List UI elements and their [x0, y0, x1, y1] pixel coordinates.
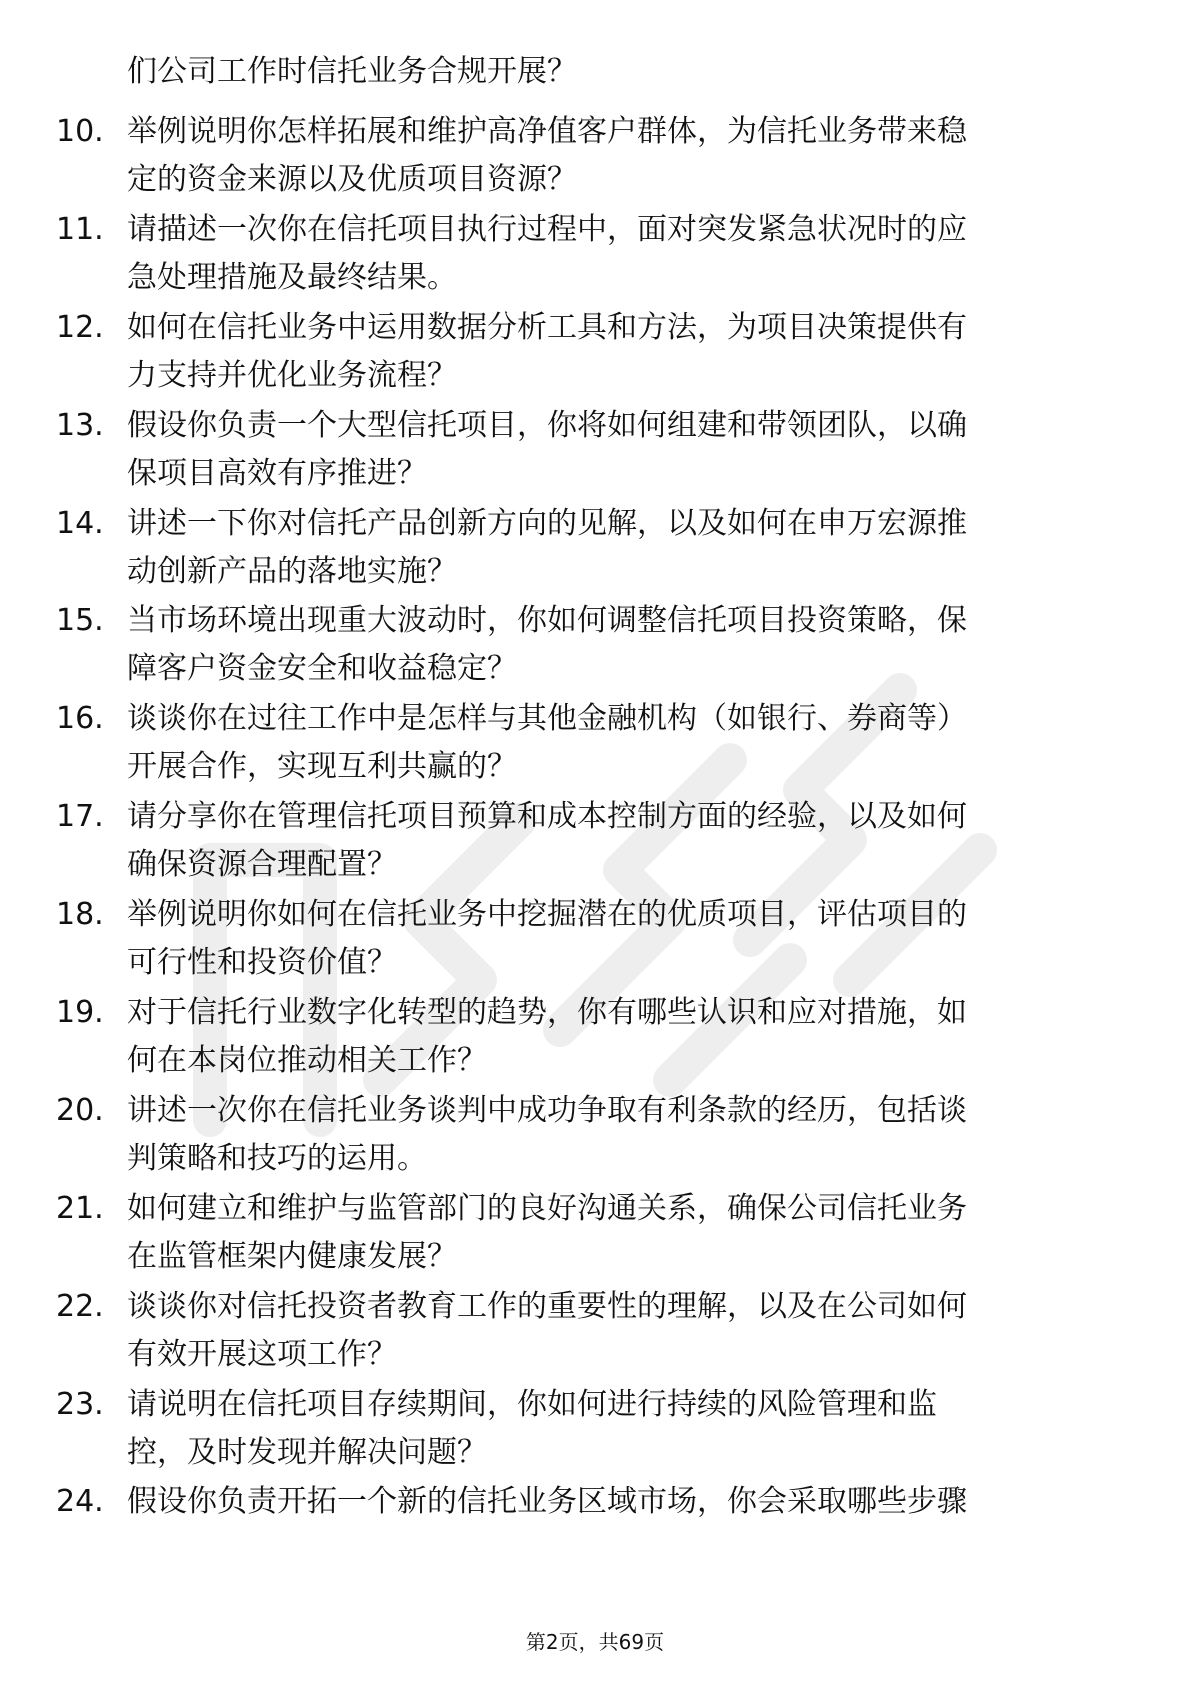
question-number: 10. [56, 114, 104, 149]
question-item [0, 891, 1190, 989]
question-line: 判策略和技巧的运用。 [127, 1140, 427, 1176]
question-number: 11. [56, 211, 104, 247]
question-line: 讲述一下你对信托产品创新方向的见解，以及如何在申万宏源推 [127, 505, 967, 541]
question-text [127, 597, 1127, 693]
question-item [0, 1478, 1190, 1576]
question-line: 如何建立和维护与监管部门的良好沟通关系，确保公司信托业务 [127, 1190, 967, 1226]
question-item [0, 1185, 1190, 1283]
question-item [0, 206, 1190, 304]
question-number: 16. [56, 701, 104, 737]
question-text [127, 304, 1127, 400]
question-line: 确保资源合理配置？ [127, 847, 397, 883]
question-number: 15. [56, 603, 104, 639]
continuation-line: 们公司工作时信托业务合规开展？ [127, 54, 577, 89]
question-line: 谈谈你对信托投资者教育工作的重要性的理解，以及在公司如何 [127, 1288, 967, 1324]
question-line: 开展合作，实现互利共赢的？ [127, 749, 517, 785]
question-line: 控，及时发现并解决问题？ [127, 1434, 487, 1470]
question-line: 请说明在信托项目存续期间，你如何进行持续的风险管理和监 [127, 1386, 937, 1422]
question-text [127, 1283, 1127, 1379]
question-line: 在监管框架内健康发展？ [127, 1238, 457, 1274]
question-number: 17. [56, 799, 104, 835]
question-text [127, 1087, 1127, 1183]
question-number: 18. [56, 897, 104, 933]
question-text [127, 793, 1127, 889]
question-text [127, 402, 1127, 498]
question-number: 22. [56, 1288, 104, 1324]
question-number: 24. [56, 1484, 104, 1520]
question-number: 21. [56, 1190, 104, 1226]
question-line: 有效开展这项工作？ [127, 1336, 397, 1372]
question-item [0, 1087, 1190, 1185]
question-number: 20. [56, 1092, 104, 1128]
question-item [0, 304, 1190, 402]
question-item [0, 402, 1190, 500]
question-text [127, 206, 1127, 302]
question-line: 何在本岗位推动相关工作？ [127, 1043, 487, 1079]
question-number: 12. [56, 309, 104, 345]
question-number: 14. [56, 505, 104, 541]
question-line: 假设你负责一个大型信托项目，你将如何组建和带领团队，以确 [127, 407, 967, 443]
question-line: 定的资金来源以及优质项目资源？ [127, 162, 577, 197]
question-line: 力支持并优化业务流程？ [127, 357, 457, 393]
question-line: 保项目高效有序推进？ [127, 455, 427, 491]
question-line: 当市场环境出现重大波动时，你如何调整信托项目投资策略，保 [127, 603, 967, 639]
question-item [0, 793, 1190, 891]
question-line: 举例说明你如何在信托业务中挖掘潜在的优质项目，评估项目的 [127, 897, 967, 933]
question-item [0, 695, 1190, 793]
question-text [127, 1185, 1127, 1281]
question-list [0, 108, 1190, 1576]
question-item [0, 500, 1190, 598]
question-text [127, 500, 1127, 596]
question-line: 对于信托行业数字化转型的趋势，你有哪些认识和应对措施，如 [127, 995, 967, 1031]
question-number: 19. [56, 995, 104, 1031]
question-text [127, 108, 1127, 204]
question-line: 假设你负责开拓一个新的信托业务区域市场，你会采取哪些步骤 [127, 1484, 967, 1520]
question-line: 如何在信托业务中运用数据分析工具和方法，为项目决策提供有 [127, 309, 967, 345]
question-line: 动创新产品的落地实施？ [127, 553, 457, 589]
question-item [0, 108, 1190, 206]
question-text [127, 1478, 1127, 1526]
question-line: 请描述一次你在信托项目执行过程中，面对突发紧急状况时的应 [127, 211, 967, 247]
question-text [127, 989, 1127, 1085]
question-line: 讲述一次你在信托业务谈判中成功争取有利条款的经历，包括谈 [127, 1092, 967, 1128]
question-line: 谈谈你在过往工作中是怎样与其他金融机构（如银行、券商等） [127, 701, 967, 737]
question-line: 急处理措施及最终结果。 [127, 259, 457, 295]
question-number: 13. [56, 407, 104, 443]
question-item [0, 989, 1190, 1087]
question-item [0, 597, 1190, 695]
question-text [127, 1381, 1127, 1477]
question-item [0, 1381, 1190, 1479]
question-text [127, 891, 1127, 987]
question-item [0, 1283, 1190, 1381]
question-text [127, 695, 1127, 791]
page-footer: 第2页，共69页 [525, 1630, 665, 1654]
question-line: 举例说明你怎样拓展和维护高净值客户群体，为信托业务带来稳 [127, 114, 967, 149]
question-line: 可行性和投资价值？ [127, 945, 397, 981]
question-number: 23. [56, 1386, 104, 1422]
question-line: 障客户资金安全和收益稳定？ [127, 651, 517, 687]
question-line: 请分享你在管理信托项目预算和成本控制方面的经验，以及如何 [127, 799, 967, 835]
